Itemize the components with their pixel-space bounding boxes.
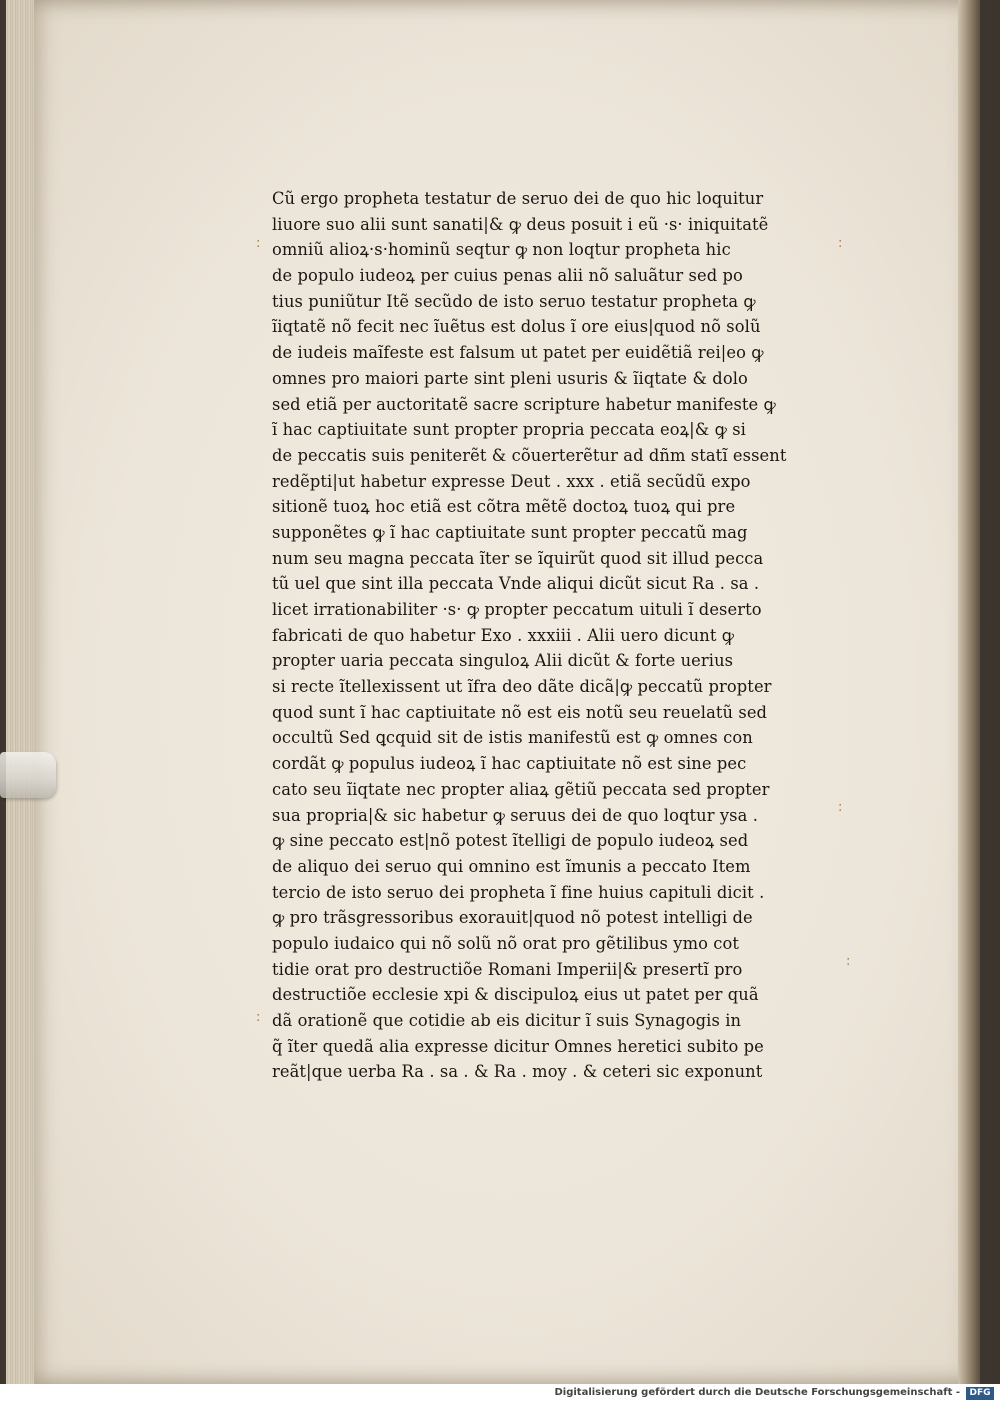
text-line-34: q̃ ĩter quedã alia expresse dicitur Omnes heretici subito pe <box>272 1036 764 1056</box>
text-line-20: si recte ĩtellexissent ut ĩfra deo dãte dicã|ꝙ peccatũ propter <box>272 677 772 697</box>
digitization-footer <box>0 1384 1000 1404</box>
margin-mark-left-1: : <box>256 236 261 251</box>
text-line-35: reãt|que uerba Ra . sa . & Ra . moy . & ceteri sic exponunt <box>272 1062 763 1082</box>
printed-text-block <box>272 186 832 1085</box>
text-line-28: tercio de isto seruo dei propheta ĩ fine huius capituli dicit . <box>272 882 765 902</box>
text-line-31: tidie orat pro destructiõe Romani Imperii|& presertĩ pro <box>272 959 743 979</box>
text-line-19: propter uaria peccata singuloꝝ Alii dicũt & forte uerius <box>272 651 734 671</box>
text-line-17: licet irrationabiliter ·s· ꝙ propter peccatum uituli ĩ deserto <box>272 600 762 619</box>
margin-mark-left-2: : <box>256 1010 261 1025</box>
text-line-27: de aliquo dei seruo qui omnino est ĩmunis a peccato Item <box>272 856 751 876</box>
text-line-12: redẽpti|ut habetur expresse Deut . xxx . etiã secũdũ expo <box>272 471 751 491</box>
text-line-3: omniũ alioꝝ·s·hominũ seqtur ꝙ non loqtur propheta hic <box>272 240 731 260</box>
text-line-14: supponẽtes ꝙ ĩ hac captiuitate sunt propter peccatũ mag <box>272 522 748 542</box>
text-line-8: omnes pro maiori parte sint pleni usuris & ĩiqtate & dolo <box>272 368 748 388</box>
funding-credit: Digitalisierung gefördert durch die Deutsche Forschungsgemeinschaft - <box>554 1387 960 1398</box>
text-line-22: occultũ Sed ꝗcquid sit de istis manifestũ est ꝙ omnes con <box>272 728 753 748</box>
text-line-2: liuore suo alii sunt sanati|& ꝙ deus posuit i eũ ·s· iniquitatẽ <box>272 214 769 234</box>
text-line-5: tius puniũtur Itẽ secũdo de isto seruo testatur propheta ꝙ <box>272 291 756 311</box>
dfg-logo-icon: DFG <box>966 1387 994 1400</box>
text-line-29: ꝙ pro trãsgressoribus exorauit|quod nõ potest intelligi de <box>272 908 753 928</box>
text-line-4: de populo iudeoꝝ per cuius penas alii nõ saluãtur sed po <box>272 266 743 286</box>
margin-mark-right-2: : <box>838 800 843 815</box>
margin-mark-right-3: : <box>846 954 851 969</box>
text-line-15: num seu magna peccata ĩter se ĩquirũt quod sit illud pecca <box>272 548 764 568</box>
text-line-18: fabricati de quo habetur Exo . xxxiii . Alii uero dicunt ꝙ <box>272 625 735 645</box>
text-line-26: ꝙ sine peccato est|nõ potest ĩtelligi de populo iudeoꝝ sed <box>272 831 749 851</box>
binding-gutter <box>958 0 980 1384</box>
text-line-21: quod sunt ĩ hac captiuitate nõ est eis notũ seu reuelatũ sed <box>272 702 768 722</box>
text-line-9: sed etiã per auctoritatẽ sacre scripture habetur manifeste ꝙ <box>272 394 776 414</box>
text-line-16: tũ uel que sint illa peccata Vnde aliqui dicũt sicut Ra . sa . <box>272 574 760 594</box>
text-line-25: sua propria|& sic habetur ꝙ seruus dei de quo loqtur ysa . <box>272 805 758 825</box>
text-line-13: sitionẽ tuoꝝ hoc etiã est cõtra mẽtẽ doctoꝝ tuoꝝ qui pre <box>272 497 736 517</box>
margin-mark-right-1: : <box>838 236 843 251</box>
text-line-1: Cũ ergo propheta testatur de seruo dei de quo hic loquitur <box>272 189 764 208</box>
text-line-33: dã orationẽ que cotidie ab eis dicitur ĩ suis Synagogis in <box>272 1011 742 1030</box>
text-line-24: cato seu ĩiqtate nec propter aliaꝝ gẽtiũ peccata sed propter <box>272 779 770 799</box>
text-line-10: ĩ hac captiuitate sunt propter propria peccata eoꝝ|& ꝙ si <box>272 420 746 440</box>
bookmark-clip <box>0 752 56 798</box>
text-line-7: de iudeis maĩfeste est falsum ut patet per euidẽtiã rei|eo ꝙ <box>272 343 764 363</box>
text-line-6: ĩiqtatẽ nõ fecit nec ĩuẽtus est dolus ĩ ore eius|quod nõ solũ <box>272 317 761 337</box>
text-line-11: de peccatis suis peniterẽt & cõuerterẽtur ad dñm statĩ essent <box>272 445 787 465</box>
text-line-30: populo iudaico qui nõ solũ nõ orat pro gẽtilibus ymo cot <box>272 933 740 953</box>
text-line-32: destructiõe ecclesie xpi & discipuloꝝ eius ut patet per quã <box>272 985 759 1005</box>
text-line-23: cordãt ꝙ populus iudeoꝝ ĩ hac captiuitate nõ est sine pec <box>272 754 747 774</box>
